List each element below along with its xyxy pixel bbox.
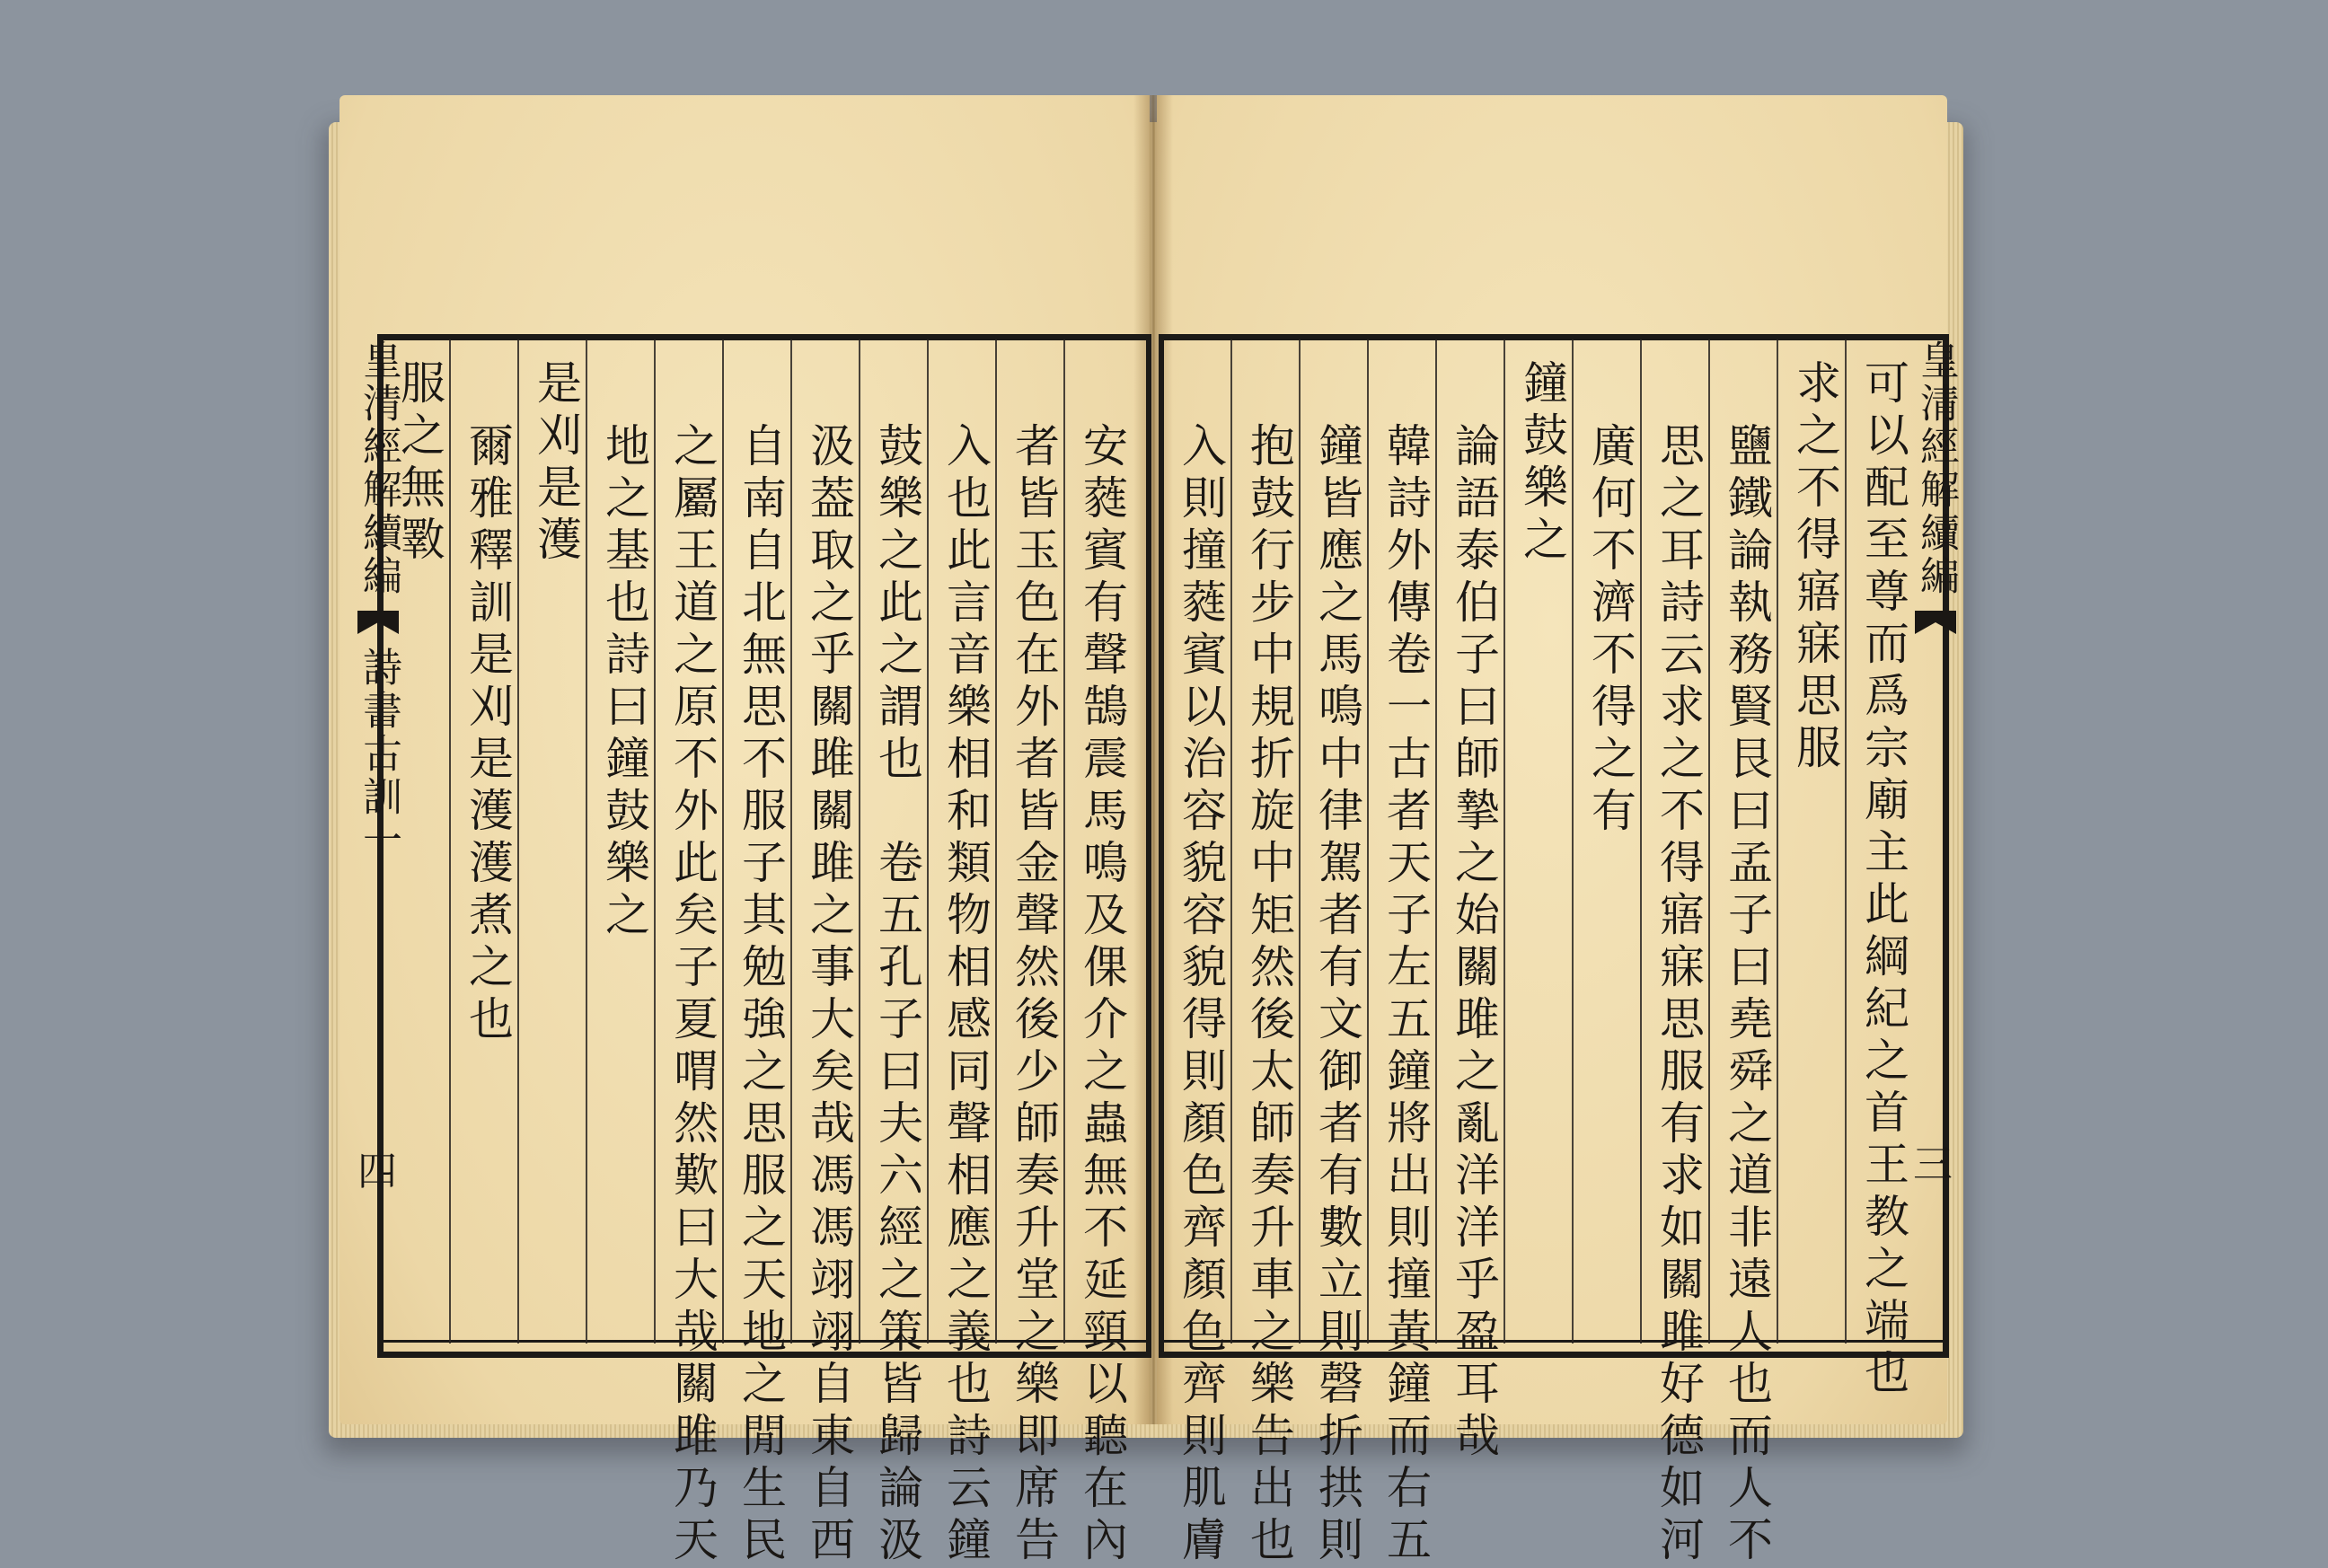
text-column: 抱鼓行步中規折旋中矩然後太師奏升車之樂告出也 xyxy=(1243,422,1295,1568)
left-banner-title: 皇清經解續編 xyxy=(356,339,401,598)
text-column: 服之無斁 xyxy=(393,359,445,568)
text-column: 鼓樂之此之謂也 卷五孔子曰夫六經之策皆歸論汲 xyxy=(871,422,923,1568)
text-column: 是刈是濩 xyxy=(530,359,582,568)
text-column: 爾雅釋訓是刈是濩濩煮之也 xyxy=(462,422,514,1047)
text-column: 韓詩外傳卷一古者天子左五鐘將出則撞黃鐘而右五 xyxy=(1380,422,1432,1568)
right-banner-title: 皇清經解續編 xyxy=(1913,339,1959,598)
right-page-number: 三 xyxy=(1913,1141,1953,1187)
left-page-number: 四 xyxy=(357,1149,397,1194)
text-column: 入也此言音樂相和類物相感同聲相應之義也詩云鐘 xyxy=(939,422,992,1568)
text-column: 自南自北無思不服子其勉強之思服之天地之閒生民 xyxy=(735,422,787,1568)
text-column: 者皆玉色在外者皆金聲然後少師奏升堂之樂即席告 xyxy=(1008,422,1060,1568)
left-banner-section: 詩書古訓一 xyxy=(356,647,401,862)
text-column: 論語泰伯子曰師摯之始關雎之亂洋洋乎盈耳哉 xyxy=(1448,422,1500,1464)
text-column: 廣何不濟不得之有 xyxy=(1584,422,1636,839)
text-column: 求之不得寤寐思服 xyxy=(1789,359,1841,776)
text-column: 之屬王道之原不外此矣子夏喟然歎曰大哉關雎乃天 xyxy=(666,422,719,1568)
text-column: 入則撞蕤賓以治容貌容貌得則顏色齊顏色齊則肌膚 xyxy=(1175,422,1227,1568)
text-column: 地之基也詩曰鐘鼓樂之 xyxy=(598,422,650,943)
text-column: 安蕤賓有聲鵠震馬鳴及倮介之蟲無不延頸以聽在內 xyxy=(1076,422,1128,1568)
text-column: 可以配至尊而爲宗廟主此綱紀之首王教之端也 xyxy=(1857,359,1909,1401)
text-column: 汲葢取之乎關雎關雎之事大矣哉馮馮翊翊自東自西 xyxy=(803,422,855,1568)
text-column: 思之耳詩云求之不得寤寐思服有求如關雎好德如河 xyxy=(1653,422,1705,1568)
text-column: 鐘皆應之馬鳴中律駕者有文御者有數立則磬折拱則 xyxy=(1311,422,1363,1568)
text-column: 鐘鼓樂之 xyxy=(1516,359,1568,568)
text-column: 鹽鐵論執務賢艮曰孟子曰堯舜之道非遠人也而人不 xyxy=(1721,422,1773,1568)
